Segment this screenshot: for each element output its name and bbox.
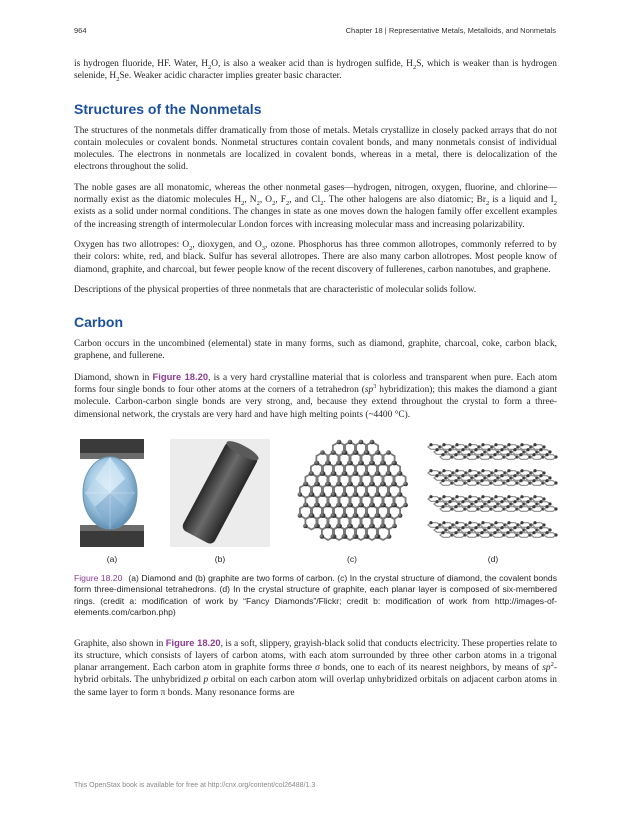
carbon-atom — [342, 534, 347, 539]
carbon-atom — [442, 521, 445, 524]
carbon-atom — [500, 448, 503, 451]
carbon-atom — [353, 492, 358, 497]
carbon-atom — [429, 495, 432, 498]
carbon-atom — [353, 513, 358, 518]
carbon-atom — [494, 495, 497, 498]
carbon-atom — [513, 474, 516, 477]
carbon-atom — [461, 500, 464, 503]
carbon-atom — [481, 469, 484, 472]
carbon-atom — [526, 474, 529, 477]
carbon-atom — [348, 503, 353, 508]
carbon-atom — [520, 443, 523, 446]
carbon-atom — [326, 503, 331, 508]
carbon-atom — [494, 521, 497, 524]
carbon-atom — [398, 513, 403, 518]
carbon-atom — [487, 526, 490, 529]
carbon-atom — [435, 526, 438, 529]
carbon-atom — [320, 492, 325, 497]
carbon-atom — [326, 461, 331, 466]
carbon-atom — [545, 479, 548, 482]
carbon-atom — [493, 505, 496, 508]
carbon-atom — [386, 450, 391, 455]
carbon-atom — [381, 461, 386, 466]
carbon-atom — [381, 503, 386, 508]
carbon-atom — [442, 495, 445, 498]
graphite-structure-diagram — [426, 439, 558, 549]
carbon-atom — [331, 492, 336, 497]
carbon-atom — [542, 471, 545, 474]
carbon-atom — [441, 505, 444, 508]
carbon-atom — [304, 482, 309, 487]
carbon-atom — [403, 503, 408, 508]
carbon-atom — [548, 476, 551, 479]
carbon-atom — [519, 453, 522, 456]
carbon-atom — [454, 531, 457, 534]
carbon-atom — [487, 500, 490, 503]
carbon-atom — [454, 479, 457, 482]
carbon-atom — [480, 505, 483, 508]
carbon-atom — [513, 500, 516, 503]
carbon-atom — [507, 495, 510, 498]
carbon-atom — [314, 524, 319, 529]
carbon-atom — [359, 524, 364, 529]
carbon-atom — [364, 492, 369, 497]
carbon-atom — [467, 479, 470, 482]
carbon-atom — [520, 521, 523, 524]
carbon-atom — [480, 453, 483, 456]
carbon-atom — [520, 469, 523, 472]
carbon-atom — [442, 469, 445, 472]
paragraph-graphite: Graphite, also shown in Figure 18.20, is a soft, slippery, grayish-black solid that conducts electricity. These properties relate to its structure, which consists of layers of carbon atoms, with each atom surrounded by three other carbon atoms in a trigonal planar arrangement. Each carbon atom in graphite forms three σ bonds, one to each of its nearest neighbors, by means of $sp^2$-hybrid orbitals. The unhybridized p orbital on each carbon atom will overlap unhybridized orbitals on adjacent carbon atoms in the same layer to form π bonds. Many resonance forms are — [74, 636, 557, 698]
carbon-atom — [533, 495, 536, 498]
figure-label-b: (b) — [214, 553, 226, 564]
paragraph-structures: The structures of the nonmetals differ dramatically from those of metals. Metals crystallize in closely packed arrays that do not contain molecules or covalent bonds. Nonmetal structures contain covalent bonds, and many nonmetals consist of individual molecules. The electrons in nonmetals are localized in covalent bonds, whereas in a metal, there is delocalization of the electrons throughout the solid. — [74, 125, 557, 173]
carbon-atom — [467, 453, 470, 456]
carbon-atom — [386, 513, 391, 518]
carbon-atom — [442, 443, 445, 446]
carbon-atom — [397, 471, 402, 476]
carbon-atom — [370, 461, 375, 466]
carbon-atom — [364, 513, 369, 518]
carbon-atom — [435, 448, 438, 451]
carbon-atom — [532, 479, 535, 482]
carbon-atom — [542, 497, 545, 500]
carbon-atom — [364, 534, 369, 539]
carbon-atom — [526, 526, 529, 529]
carbon-atom — [506, 479, 509, 482]
carbon-atom — [392, 524, 397, 529]
section-heading-carbon: Carbon — [74, 314, 123, 331]
carbon-atom — [461, 448, 464, 451]
carbon-atom — [519, 531, 522, 534]
page-header — [74, 26, 556, 38]
carbon-atom — [542, 523, 545, 526]
carbon-atom — [392, 482, 397, 487]
carbon-atom — [320, 534, 325, 539]
carbon-atom — [519, 479, 522, 482]
carbon-atom — [506, 531, 509, 534]
carbon-atom — [481, 521, 484, 524]
carbon-atom — [337, 461, 342, 466]
carbon-atom — [487, 474, 490, 477]
carbon-atom — [481, 495, 484, 498]
figure-label-c: (c) — [347, 553, 357, 564]
graphite-layer — [428, 469, 558, 485]
carbon-atom — [348, 524, 353, 529]
carbon-atom — [494, 443, 497, 446]
carbon-atom — [364, 471, 369, 476]
paragraph-diamond: Diamond, shown in Figure 18.20, is a very hard crystalline material that is colorless and transparent when pure. Each atom forms four single bonds to four other atoms at the corners of a tetrahedron ($sp^3$ hybridization); this makes the diamond a giant molecule. Carbon-carbon single bonds are very strong, and, because they extend throughout the crystal to form a three-dimensional network, the crystals are very hard and have high melting points (~4400 °C). — [74, 370, 557, 420]
carbon-atom — [441, 453, 444, 456]
carbon-atom — [539, 474, 542, 477]
carbon-atom — [320, 450, 325, 455]
carbon-atom — [474, 526, 477, 529]
carbon-atom — [441, 531, 444, 534]
carbon-atom — [513, 526, 516, 529]
carbon-atom — [359, 503, 364, 508]
figure-label-d: (d) — [487, 553, 499, 564]
carbon-atom — [331, 450, 336, 455]
carbon-atom — [309, 492, 314, 497]
carbon-atom — [467, 531, 470, 534]
carbon-atom — [506, 505, 509, 508]
carbon-atom — [480, 479, 483, 482]
carbon-atom — [337, 440, 342, 445]
carbon-atom — [304, 503, 309, 508]
carbon-atom — [375, 471, 380, 476]
carbon-atom — [298, 492, 303, 497]
carbon-atom — [468, 443, 471, 446]
carbon-atom — [331, 513, 336, 518]
paragraph-descriptions: Descriptions of the physical properties of three nonmetals that are characteristic of molecular solids follow. — [74, 284, 477, 295]
paragraph-carbon-forms: Carbon occurs in the uncombined (elemental) state in many forms, such as diamond, graphite, charcoal, coke, carbon black, graphene, and fullerene. — [74, 339, 557, 362]
carbon-atom — [375, 492, 380, 497]
carbon-atom — [526, 448, 529, 451]
carbon-atom — [455, 521, 458, 524]
carbon-atom — [474, 474, 477, 477]
carbon-atom — [468, 469, 471, 472]
carbon-atom — [545, 505, 548, 508]
figure-label-a: (a) — [106, 553, 118, 564]
carbon-atom — [532, 505, 535, 508]
carbon-atom — [348, 440, 353, 445]
carbon-atom — [429, 469, 432, 472]
carbon-atom — [520, 495, 523, 498]
carbon-atom — [474, 500, 477, 503]
carbon-atom — [507, 521, 510, 524]
carbon-atom — [454, 505, 457, 508]
carbon-atom — [397, 492, 402, 497]
carbon-atom — [448, 448, 451, 451]
paragraph-allotropes: Oxygen has two allotropes: $O_2$, dioxygen, and $O_3$, ozone. Phosphorus has three common allotropes, commonly referred to by their colors: white, red, and black. Sulfur has several allotropes. There are also many carbon allotropes. Most people know of diamond, graphite, and charcoal, but fewer people know of the recent discovery of fullerenes, carbon nanotubes, and graphene. — [74, 239, 557, 275]
carbon-atom — [493, 453, 496, 456]
carbon-atom — [326, 524, 331, 529]
carbon-atom — [320, 471, 325, 476]
carbon-atom — [342, 513, 347, 518]
carbon-atom — [493, 531, 496, 534]
carbon-atom — [533, 469, 536, 472]
carbon-atom — [513, 448, 516, 451]
carbon-atom — [386, 492, 391, 497]
carbon-atom — [481, 443, 484, 446]
carbon-atom — [429, 521, 432, 524]
carbon-atom — [348, 461, 353, 466]
carbon-atom — [448, 500, 451, 503]
graphite-photo — [170, 439, 270, 547]
carbon-atom — [375, 534, 380, 539]
carbon-atom — [342, 492, 347, 497]
figure-18-20 — [74, 439, 557, 565]
carbon-atom — [461, 474, 464, 477]
carbon-atom — [494, 469, 497, 472]
carbon-atom — [468, 521, 471, 524]
carbon-atom — [545, 453, 548, 456]
carbon-atom — [375, 513, 380, 518]
figure-caption: Figure 18.20 (a) Diamond and (b) graphite are two forms of carbon. (c) In the crystal structure of diamond, the covalent bonds form three-dimensional tetrahedrons. (d) In the crystal structure of graphite, each planar layer is composed of six-membered rings. (credit a: modification of work by “Fancy Diamonds”/Flickr; credit b: modification of work from http://images-of-elements.com/carbon.php) — [74, 572, 557, 618]
carbon-atom — [359, 440, 364, 445]
carbon-atom — [554, 533, 557, 536]
carbon-atom — [554, 507, 557, 510]
carbon-atom — [539, 526, 542, 529]
carbon-atom — [403, 482, 408, 487]
carbon-atom — [500, 500, 503, 503]
carbon-atom — [386, 471, 391, 476]
carbon-atom — [429, 443, 432, 446]
carbon-atom — [303, 524, 308, 529]
carbon-atom — [455, 469, 458, 472]
graphite-layer — [428, 495, 558, 511]
intro-paragraph: is hydrogen fluoride, HF. Water, $H_2O$, is also a weaker acid than is hydrogen sulfide, $H_2S$, which is weaker than is hydrogen selenide, $H_2Se$. Weaker acidic character implies greater basic character. — [74, 59, 557, 84]
carbon-atom — [315, 503, 320, 508]
carbon-atom — [554, 455, 557, 458]
carbon-atom — [342, 450, 347, 455]
carbon-atom — [507, 443, 510, 446]
carbon-atom — [309, 513, 314, 518]
carbon-atom — [506, 453, 509, 456]
carbon-atom — [359, 482, 364, 487]
carbon-atom — [435, 474, 438, 477]
carbon-atom — [364, 450, 369, 455]
carbon-atom — [474, 448, 477, 451]
carbon-atom — [542, 445, 545, 448]
carbon-atom — [532, 453, 535, 456]
carbon-atom — [387, 534, 392, 539]
carbon-atom — [353, 534, 358, 539]
carbon-atom — [467, 505, 470, 508]
carbon-atom — [370, 503, 375, 508]
carbon-atom — [370, 524, 375, 529]
figure-number: Figure 18.20 — [74, 572, 123, 583]
carbon-atom — [337, 524, 342, 529]
carbon-atom — [392, 503, 397, 508]
carbon-atom — [342, 471, 347, 476]
carbon-atom — [337, 482, 342, 487]
carbon-atom — [370, 440, 375, 445]
carbon-atom — [298, 513, 303, 518]
chapter-title: Chapter 18 | Representative Metals, Metalloids, and Nonmetals — [345, 26, 556, 35]
carbon-atom — [448, 474, 451, 477]
carbon-atom — [548, 528, 551, 531]
carbon-atom — [337, 503, 342, 508]
carbon-atom — [548, 502, 551, 505]
carbon-atom — [480, 531, 483, 534]
carbon-atom — [448, 526, 451, 529]
carbon-atom — [461, 526, 464, 529]
carbon-atom — [331, 471, 336, 476]
carbon-atom — [435, 500, 438, 503]
carbon-atom — [454, 453, 457, 456]
carbon-atom — [441, 479, 444, 482]
carbon-atom — [375, 450, 380, 455]
carbon-atom — [539, 500, 542, 503]
carbon-atom — [500, 474, 503, 477]
carbon-atom — [315, 482, 320, 487]
diamond-structure-diagram — [296, 439, 408, 549]
section-heading-nonmetals: Structures of the Nonmetals — [74, 100, 262, 117]
carbon-atom — [554, 481, 557, 484]
graphite-layer — [428, 443, 558, 459]
carbon-atom — [331, 534, 336, 539]
carbon-atom — [370, 482, 375, 487]
carbon-atom — [320, 513, 325, 518]
page-footer: This OpenStax book is available for free at http://cnx.org/content/col26488/1.3 — [74, 782, 316, 789]
carbon-atom — [487, 448, 490, 451]
carbon-atom — [348, 482, 353, 487]
carbon-atom — [309, 471, 314, 476]
carbon-atom — [533, 521, 536, 524]
carbon-atom — [545, 531, 548, 534]
carbon-atom — [468, 495, 471, 498]
carbon-atom — [359, 461, 364, 466]
carbon-atom — [539, 448, 542, 451]
carbon-atom — [353, 450, 358, 455]
carbon-atom — [532, 531, 535, 534]
main-content — [74, 58, 557, 707]
carbon-atom — [519, 505, 522, 508]
carbon-atom — [455, 443, 458, 446]
carbon-atom — [500, 526, 503, 529]
figure-link[interactable]: Figure 18.20 — [165, 636, 221, 648]
carbon-atom — [381, 524, 386, 529]
page-number: 964 — [74, 26, 87, 35]
carbon-atom — [493, 479, 496, 482]
carbon-atom — [533, 443, 536, 446]
carbon-atom — [548, 450, 551, 453]
graphite-layer — [428, 521, 558, 537]
carbon-atom — [526, 500, 529, 503]
carbon-atom — [381, 482, 386, 487]
carbon-atom — [392, 461, 397, 466]
carbon-atom — [315, 461, 320, 466]
carbon-atom — [507, 469, 510, 472]
carbon-atom — [326, 482, 331, 487]
carbon-atom — [353, 471, 358, 476]
paragraph-noble-gases: The noble gases are all monatomic, whereas the other nonmetal gases—hydrogen, nitrogen, oxygen, fluorine, and chlorine—normally exist as the diatomic molecules $H_2$, $N_2$, $O_2$, $F_2$, and $Cl_2$. The other halogens are also diatomic; $Br_2$ is a liquid and $I_2$ exists as a solid under normal conditions. The changes in state as one moves down the halogen family offer excellent examples of the increasing strength of intermolecular London forces with increasing molecular mass and increasing polarizability. — [74, 182, 557, 230]
carbon-atom — [455, 495, 458, 498]
diamond-photo — [80, 439, 144, 547]
figure-link[interactable]: Figure 18.20 — [152, 370, 209, 382]
